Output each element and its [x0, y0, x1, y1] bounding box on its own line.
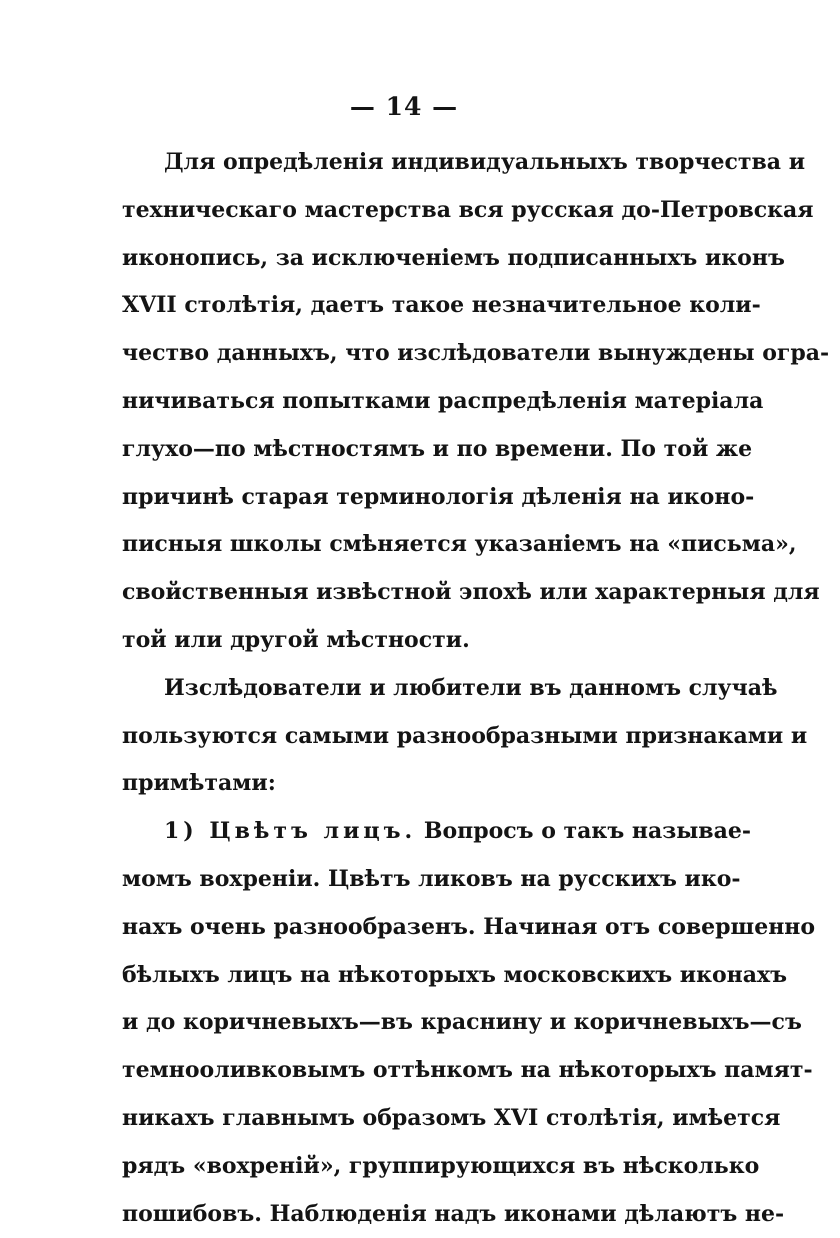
text-line: пользуются самыми разнообразными признаками и [122, 722, 808, 749]
section-lead: 1) Цвѣтъ лицъ. [164, 818, 417, 845]
text-line: глухо—по мѣстностямъ и по времени. По той же [122, 435, 753, 462]
page-number: — 14 — [349, 92, 459, 121]
text-line: бѣлыхъ лицъ на нѣкоторыхъ московскихъ иконахъ [122, 961, 788, 988]
text-line: никахъ главнымъ образомъ XVI столѣтія, имѣется [122, 1104, 781, 1131]
text-line: Изслѣдователи и любители въ данномъ случаѣ [164, 674, 778, 701]
text-line: пошибовъ. Наблюденія надъ иконами дѣлаютъ не- [122, 1200, 785, 1227]
text-line: техническаго мастерства вся русская до-Петровская [122, 196, 814, 223]
text-line: причинѣ старая терминологія дѣленія на иконо- [122, 483, 755, 510]
text-line: Для опредѣленія индивидуальныхъ творчества и [164, 149, 806, 175]
text-line: писныя школы смѣняется указаніемъ на «письма», [122, 531, 797, 558]
text-line: чество данныхъ, что изслѣдователи вынуждены огра- [122, 340, 830, 367]
text-line-with-heading [122, 808, 751, 856]
text-line: рядъ «вохреній», группирующихся въ нѣсколько [122, 1152, 760, 1179]
text-line: примѣтами: [122, 770, 276, 797]
text-line: свойственныя извѣстной эпохѣ или характерныя для [122, 579, 820, 606]
text-line: и до коричневыхъ—въ краснину и коричневыхъ—съ [122, 1009, 802, 1036]
text-line: той или другой мѣстности. [122, 626, 470, 653]
text-line: ничиваться попытками распредѣленія матеріала [122, 387, 764, 414]
text-line: темнооливковымъ оттѣнкомъ на нѣкоторыхъ памят- [122, 1057, 813, 1084]
text-line: момъ вохреніи. Цвѣтъ ликовъ на русскихъ ико- [122, 865, 741, 892]
text-line: нахъ очень разнообразенъ. Начиная отъ совершенно [122, 913, 816, 940]
text-line: XVII столѣтія, даетъ такое незначительное коли- [122, 292, 761, 319]
body-text [122, 139, 830, 1238]
text-fragment: Вопросъ о такъ называе- [416, 818, 751, 845]
text-line: иконопись, за исключеніемъ подписанныхъ иконъ [122, 244, 785, 271]
